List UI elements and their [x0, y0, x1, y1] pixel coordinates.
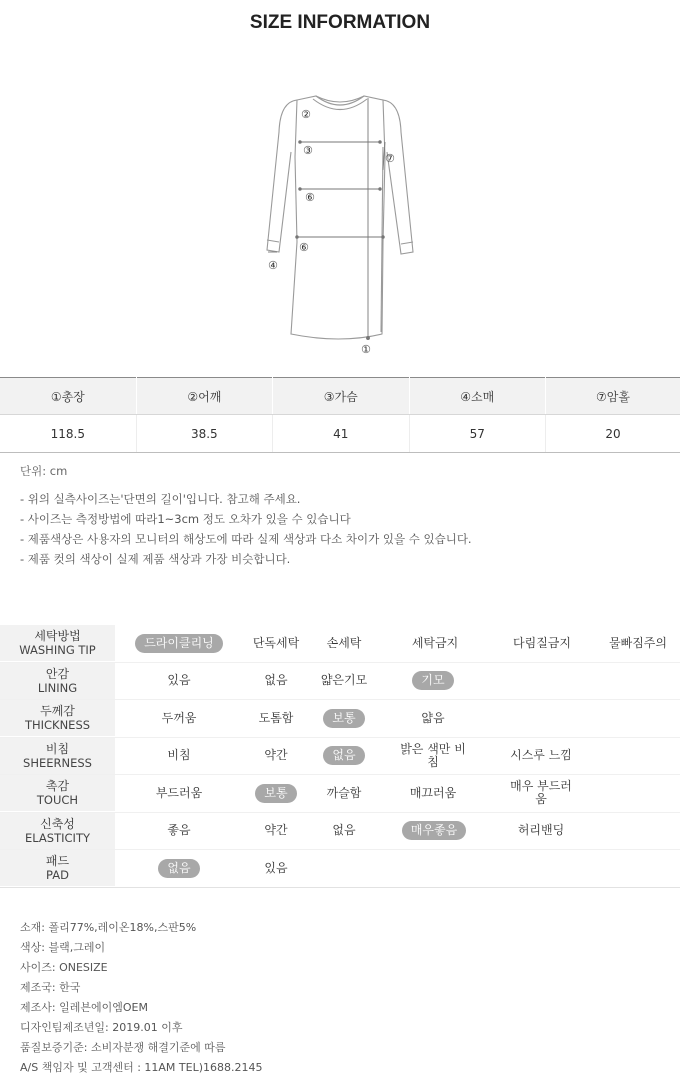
care-label [0, 738, 115, 774]
note-item: - 제품 컷의 색상이 실제 제품 색상과 가장 비슷합니다. [20, 552, 291, 566]
care-label-ko: 신축성 [40, 816, 75, 831]
care-label-en: SHEERNESS [23, 755, 92, 770]
info-date: 디자인팀제조년일: 2019.01 이후 [20, 1021, 183, 1034]
care-row-washing [0, 625, 680, 663]
care-label [0, 700, 115, 736]
info-color: 색상: 블랙,그레이 [20, 941, 106, 954]
care-label-ko: 세탁방법 [34, 629, 81, 643]
info-material: 소재: 폴리77%,레이온18%,스판5% [20, 921, 197, 934]
care-option: 약간 [264, 748, 288, 762]
care-label-en: PAD [46, 868, 69, 882]
note-item: - 위의 실측사이즈는'단면의 길이'입니다. 참고해 주세요. [20, 492, 301, 506]
header-armhole: ⑦암홀 [545, 378, 680, 415]
header-length: ①총장 [0, 378, 136, 415]
product-info-list [20, 918, 263, 1078]
note-item: - 사이즈는 측정방법에 따라1~3cm 정도 오차가 있을 수 있습니다 [20, 512, 351, 526]
size-notes [20, 489, 472, 569]
care-label-ko: 패드 [45, 854, 70, 868]
info-size: 사이즈: ONESIZE [20, 961, 108, 974]
care-option: 매우 부드러움 [510, 779, 572, 806]
care-option: 다림질금지 [513, 635, 571, 650]
size-table [0, 377, 680, 453]
care-table [0, 625, 680, 888]
marker-shoulder: ② [301, 108, 311, 121]
care-label [0, 663, 115, 699]
care-row-elasticity [0, 813, 680, 851]
care-label [0, 850, 115, 886]
info-manufacturer: 제조사: 일레븐에이엠OEM [20, 1001, 148, 1014]
care-label-en: ELASTICITY [25, 830, 90, 845]
size-table-header-row [0, 378, 680, 415]
care-row-touch [0, 775, 680, 813]
care-label-en: WASHING TIP [19, 643, 96, 657]
care-label-ko: 두께감 [40, 704, 75, 718]
care-option: 비침 [167, 748, 191, 762]
care-option: 없음 [264, 673, 288, 687]
care-label-ko: 촉감 [45, 779, 70, 793]
care-option: 얇음 [421, 710, 445, 725]
care-label [0, 775, 115, 811]
care-option: 까슬함 [326, 785, 362, 800]
care-option: 밝은 색만 비침 [400, 741, 466, 769]
care-row-sheerness [0, 738, 680, 776]
dress-measurement-diagram [255, 92, 425, 362]
page-title: SIZE INFORMATION [249, 12, 431, 33]
marker-length: ① [361, 343, 371, 356]
value-sleeve: 57 [409, 415, 545, 453]
info-service: A/S 책임자 및 고객센터 : 11AM TEL)1688.2145 [20, 1061, 263, 1074]
header-shoulder: ②어깨 [136, 378, 272, 415]
care-label-ko: 비침 [45, 741, 70, 756]
value-shoulder: 38.5 [136, 415, 272, 453]
care-option: 있음 [167, 673, 191, 687]
note-item: - 제품색상은 사용자의 모니터의 해상도에 따라 실제 색상과 다소 차이가 있을 수 있습니다. [20, 532, 472, 546]
care-option: 부드러움 [155, 785, 203, 800]
care-option: 보통 [246, 775, 306, 811]
value-length: 118.5 [0, 415, 136, 453]
care-option: 없음 [314, 738, 374, 774]
info-warranty: 품질보증기준: 소비자분쟁 해결기준에 따름 [20, 1041, 226, 1054]
care-table-divider [0, 887, 680, 888]
care-row-pad [0, 850, 680, 888]
care-option: 보통 [314, 700, 374, 736]
care-option: 좋음 [167, 823, 191, 837]
care-label [0, 625, 115, 661]
care-option: 기모 [400, 663, 466, 699]
care-label [0, 813, 115, 849]
care-row-thickness [0, 700, 680, 738]
header-sleeve: ④소매 [409, 378, 545, 415]
value-armhole: 20 [545, 415, 680, 453]
info-country: 제조국: 한국 [20, 981, 81, 994]
unit-label: 단위: cm [20, 464, 68, 478]
marker-chest: ③ [303, 144, 313, 157]
value-chest: 41 [273, 415, 409, 453]
care-option: 시스루 느낌 [510, 748, 572, 762]
care-option: 없음 [332, 823, 356, 837]
marker-waist: ⑥ [305, 191, 315, 204]
marker-hem: ⑥ [299, 241, 309, 254]
care-option: 허리밴딩 [517, 823, 565, 837]
marker-armhole: ⑦ [385, 152, 395, 165]
care-label-en: LINING [37, 680, 78, 695]
dress-outline [267, 96, 413, 339]
header-chest: ③가슴 [273, 378, 409, 415]
care-option: 물빠짐주의 [609, 635, 667, 650]
care-label-en: THICKNESS [24, 718, 91, 732]
measurement-markers [268, 108, 395, 356]
care-option: 단독세탁 [252, 635, 300, 650]
care-label-ko: 안감 [45, 666, 70, 681]
measurement-lines [268, 98, 385, 340]
care-option: 드라이클리닝 [130, 625, 228, 661]
care-option: 약간 [264, 823, 288, 837]
marker-sleeve: ④ [268, 259, 278, 272]
size-table-value-row [0, 415, 680, 453]
care-option: 얇은기모 [320, 673, 368, 687]
care-option: 손세탁 [326, 635, 362, 650]
care-option: 없음 [150, 850, 208, 886]
care-row-lining [0, 663, 680, 701]
care-option: 있음 [264, 860, 288, 875]
care-option: 매끄러움 [409, 785, 457, 800]
care-option: 매우좋음 [396, 813, 472, 849]
care-label-en: TOUCH [36, 793, 79, 807]
care-option: 도톰함 [258, 710, 294, 725]
care-option: 두꺼움 [161, 710, 197, 725]
care-option: 세탁금지 [411, 635, 459, 650]
